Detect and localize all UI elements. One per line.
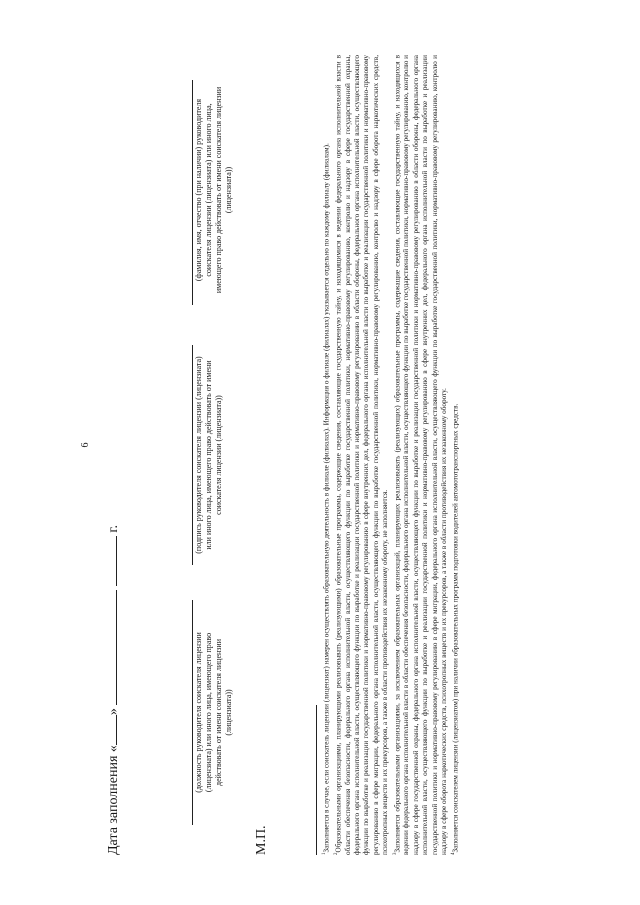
year-suffix: г. [106,524,121,533]
position-signature-label: (должность руководителя соискателя лицензии (лицензиата) или иного лица, имеющего право действовать от имени соискателя лицензии (лицензиата)) [194,632,233,793]
full-name-signature-label: (фамилия, имя, отчество (при наличии) руководителя соискателя лицензии (лицензиата) или иного лица, имеющего право действовать от имени соискателя лицензии (лицензиата)) [194,86,233,294]
full-name-signature-line [192,80,193,305]
signature-label: (подпись руководителя соискателя лицензии (лицензиата) или иного лица, имеющего право действовать от имени соискателя лицензии (лицензиата)) [194,356,223,554]
fill-date-row [104,55,122,855]
stamp-label: М.П. [254,825,269,855]
position-signature-line [192,600,193,825]
footnote-3 [391,55,450,855]
footnote-2 [332,55,391,855]
footnote-3-text: Заполняется образовательными организациями, за исключением образовательных организаций, планирующих реализовывать (реализующих) образовательные программы, содержащие сведения, составляющие государственную тайну, и находящихся в ведении федерального органа исполнительной власти в области обеспечения безопасности, федерального органа исполнительной власти, осуществляющего функции по выработке государственной политики, нормативно-правовому регулированию, контролю и надзору в сфере государственной охраны, федерального органа исполнительной власти, осуществляющего функции по выработке и реализации государственной политики и нормативно-правовому регулированию в области обороны, федерального органа исполнительной власти, осуществляющего функции по выработке и реализации государственной политики и нормативно-правовому регулированию в сфере внутренних дел, федерального органа исполнительной власти по выработке и реализации государственной политики и нормативно-правовому регулированию в сфере миграции, федерального органа исполнительной власти, осуществляющего функции по выработке государственной политики, нормативно-правовому регулированию, контролю и надзору в сфере оборота наркотических средств, психотропных веществ и их прекурсоров, а также в области противодействия их незаконному обороту. [393,55,449,855]
date-close-quote: » [106,708,121,716]
footnote-3-number: 3 [392,852,398,855]
footnote-4-text: Заполняется соискателем лицензии (лицензиатом) при наличии образовательных программ подготовки водителей автомототранспортных средств. [451,403,460,853]
footnote-rule [316,705,317,855]
footnote-1-number: 1 [322,852,327,855]
rotated-content [80,55,600,855]
footnote-4 [449,55,461,855]
day-blank [104,715,117,745]
month-blank [104,590,117,705]
date-label: Дата заполнения « [106,745,121,855]
signature-line [192,345,193,565]
year-blank [104,536,117,586]
page-number: 6 [80,442,91,448]
footnote-2-text: Образовательными организациями, планирующими реализовывать (реализующими) образовательные программы, содержащие сведения, составляющие государственную тайну, и находящимися в ведении федерального органа исполнительной власти в области обеспечения безопасности, федерального органа исполнительной власти, осуществляющего функции по выработке государственной политики, нормативно-правовому регулированию, контролю и надзору в сфере государственной охраны, федерального органа исполнительной власти, осуществляющего функции по выработке и реализации государственной политики и нормативно-правовому регулированию в области обороны, федерального органа исполнительной власти, осуществляющего функции по выработке и реализации государственной политики и нормативно-правовому регулированию в сфере внутренних дел, федерального органа исполнительной власти по выработке и реализации государственной политики и нормативно-правовому регулированию в сфере миграции, федерального органа исполнительной власти, осуществляющего функции по выработке государственной политики, нормативно-правовому регулированию, контролю и надзору в сфере оборота наркотических средств, психотропных веществ и их прекурсоров, а также в области противодействия их незаконному обороту, не заполняется. [334,55,390,855]
footnote-1 [320,55,332,855]
footnote-1-text: Заполняется в случае, если соискатель лицензии (лицензиат) намерен осуществлять образовательную деятельность в филиале (филиалах). Информация о филиале (филиалах) указывается отдельно по каждому филиалу (филиалам). [322,143,331,853]
footnote-4-number: 4 [451,852,457,855]
footnotes [320,55,461,855]
footnote-2-number: 2 [333,852,339,855]
